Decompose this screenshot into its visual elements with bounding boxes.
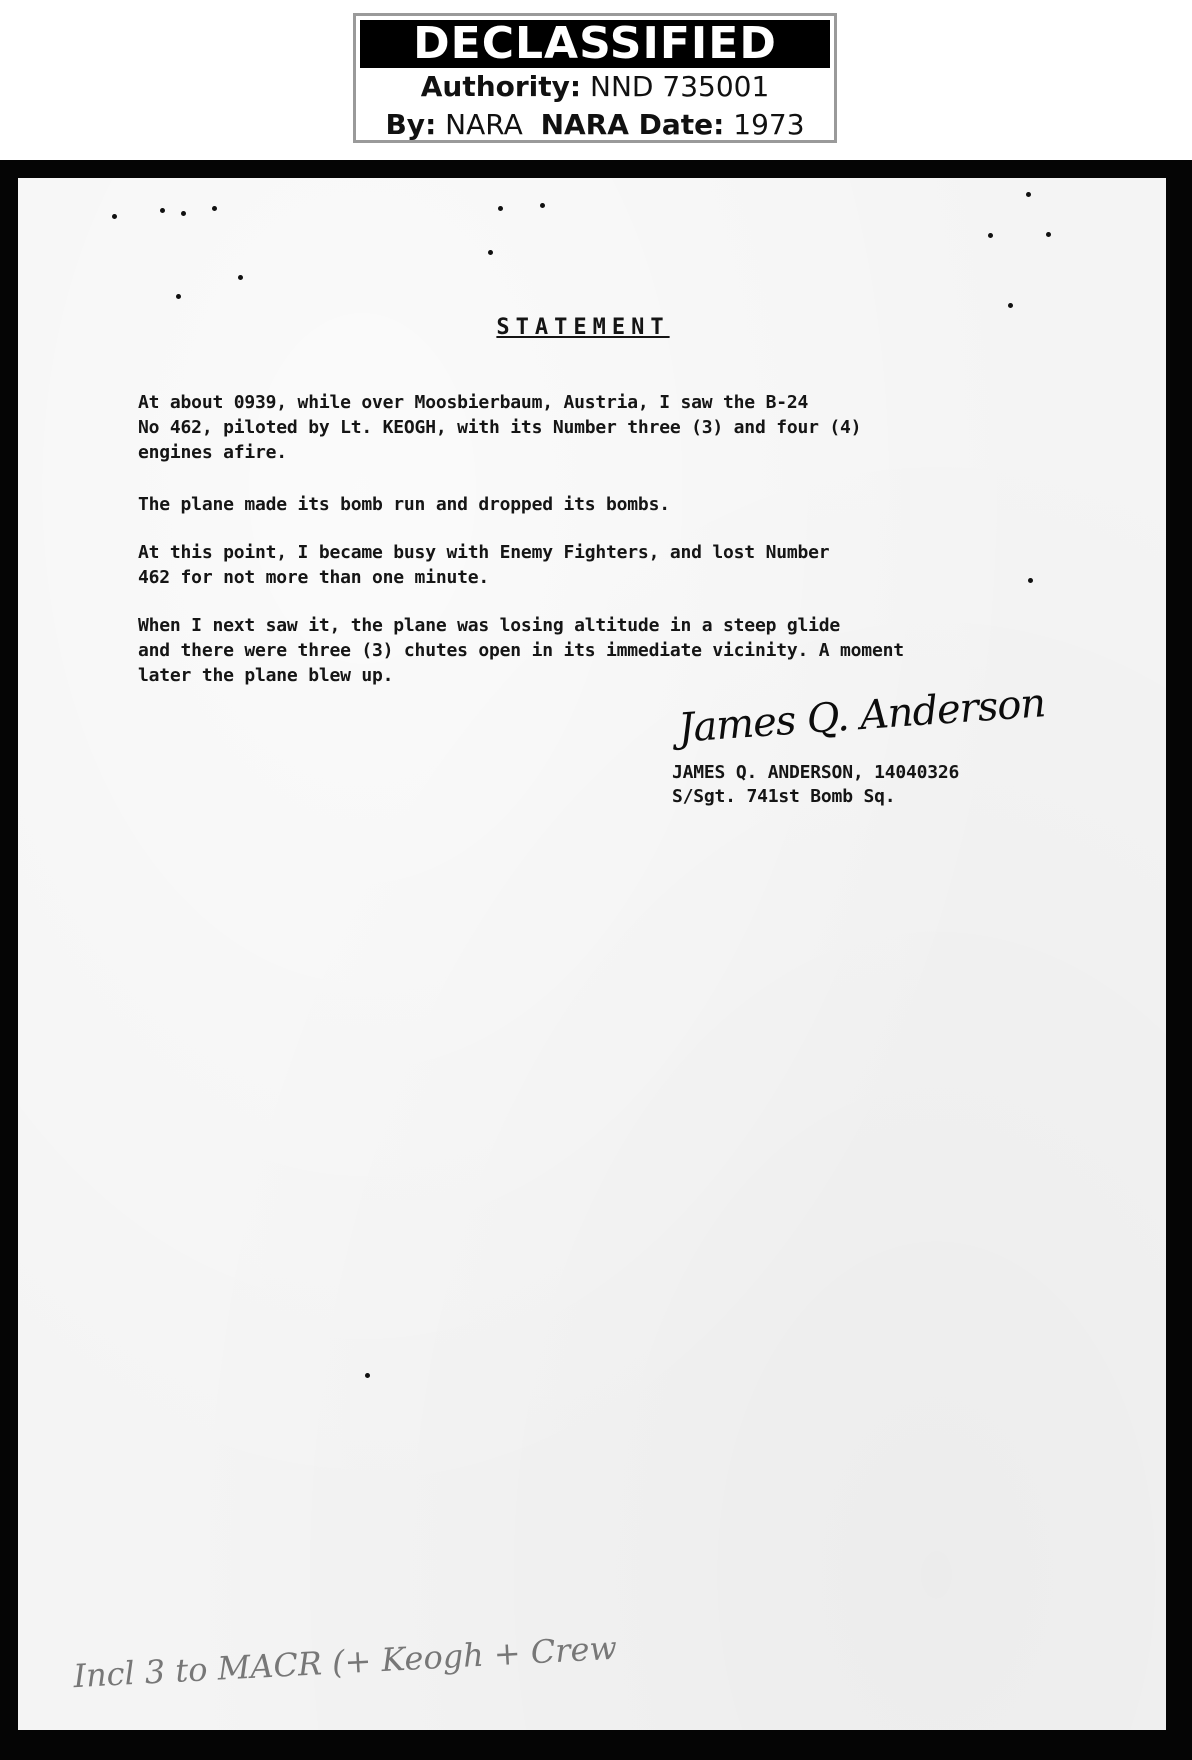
scan-speck [112, 214, 117, 219]
handwritten-signature: James Q. Anderson [676, 680, 1047, 752]
handwritten-note: Incl 3 to MACR (+ Keogh + Crew [72, 1628, 618, 1696]
signer-rank: S/Sgt. 741st Bomb Sq. [672, 786, 896, 807]
stamp-by-line [356, 108, 834, 141]
statement-paragraph-2: The plane made its bomb run and dropped its bombs. [138, 494, 670, 515]
stamp-authority-label: Authority: [420, 70, 582, 103]
document-page [18, 178, 1166, 1730]
stamp-date-label: NARA Date: [540, 108, 725, 141]
stamp-authority-value: NND 735001 [590, 70, 770, 103]
stamp-by-label: By: [385, 108, 437, 141]
scan-speck [988, 233, 993, 238]
scan-speck [160, 208, 165, 213]
stamp-title: DECLASSIFIED [360, 20, 830, 68]
statement-paragraph-1: At about 0939, while over Moosbierbaum, Austria, I saw the B-24 No 462, piloted by Lt. KEOGH, with its Number three (3) and four (4) engines afire. [138, 392, 862, 463]
signer-name: JAMES Q. ANDERSON, 14040326 [672, 762, 960, 783]
scan-speck [365, 1373, 370, 1378]
stamp-authority-line [356, 70, 834, 103]
scan-speck [212, 206, 217, 211]
statement-paragraph-3: At this point, I became busy with Enemy Fighters, and lost Number 462 for not more than one minute. [138, 542, 830, 588]
scan-speck [181, 211, 186, 216]
scan-speck [176, 294, 181, 299]
scan-speck [1008, 303, 1013, 308]
scan-speck [1046, 232, 1051, 237]
declassified-stamp [353, 13, 837, 143]
scan-speck [1026, 192, 1031, 197]
document-title: STATEMENT [496, 315, 670, 340]
scan-speck [238, 275, 243, 280]
statement-paragraph-4: When I next saw it, the plane was losing altitude in a steep glide and there were three (3) chutes open in its immediate vicinity. A moment later the plane blew up. [138, 615, 904, 686]
scan-speck [488, 250, 493, 255]
scan-speck [540, 203, 545, 208]
stamp-by-value: NARA [445, 108, 523, 141]
stamp-date-value: 1973 [733, 108, 805, 141]
scan-speck [498, 206, 503, 211]
